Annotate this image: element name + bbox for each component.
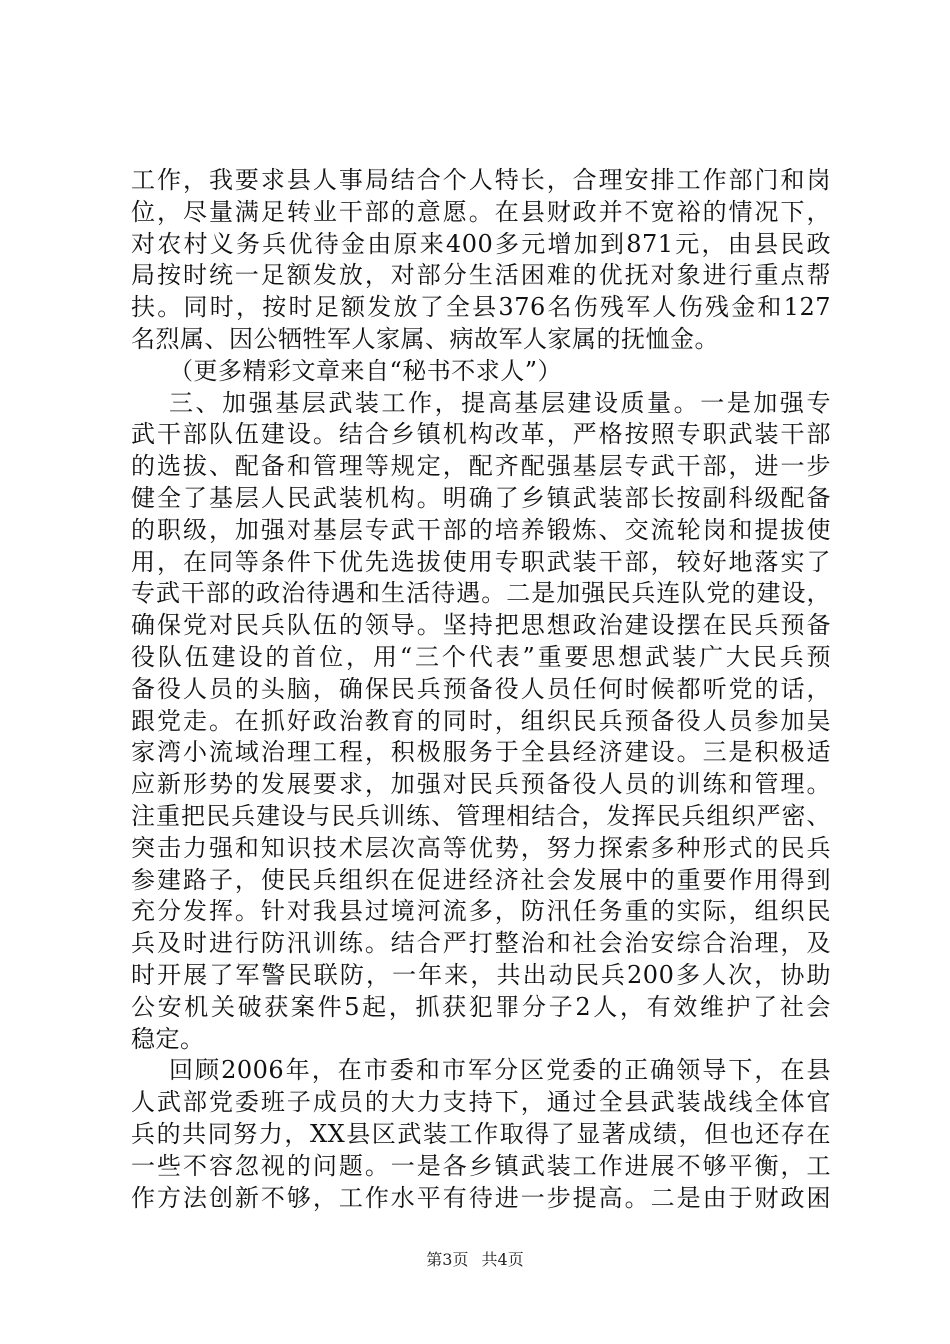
text-line: （更多精彩文章来自“秘书不求人”） [169,356,563,385]
text-line: 的职级，加强对基层专武干部的培养锻炼、交流轮岗和提拔使 [131,515,831,544]
text-line: 一些不容忽视的问题。一是各乡镇武装工作进展不够平衡，工 [131,1151,831,1180]
text-line: 位，尽量满足转业干部的意愿。在县财政并不宽裕的情况下， [131,197,831,226]
text-line: 备役人员的头脑，确保民兵预备役人员任何时候都听党的话， [131,674,831,703]
text-line: 公安机关破获案件5起，抓获犯罪分子2人，有效维护了社会 [131,992,831,1021]
text-line: 确保党对民兵队伍的领导。坚持把思想政治建设摆在民兵预备 [131,611,831,640]
text-line: 作方法创新不够，工作水平有待进一步提高。二是由于财政困 [131,1183,831,1212]
text-line: 兵及时进行防汛训练。结合严打整治和社会治安综合治理，及 [131,929,831,958]
text-line: 工作，我要求县人事局结合个人特长，合理安排工作部门和岗 [131,166,831,194]
text-line: 稳定。 [131,1024,205,1053]
text-line: 注重把民兵建设与民兵训练、管理相结合，发挥民兵组织严密、 [131,801,831,830]
text-line: 用，在同等条件下优先选拔使用专职武装干部，较好地落实了 [131,547,831,576]
page-footer [0,1247,950,1270]
text-line: 武干部队伍建设。结合乡镇机构改革，严格按照专职武装干部 [131,420,831,449]
text-line: 参建路子，使民兵组织在促进经济社会发展中的重要作用得到 [131,865,831,894]
text-line: 役队伍建设的首位，用“三个代表”重要思想武装广大民兵预 [131,642,831,671]
text-line: 专武干部的政治待遇和生活待遇。二是加强民兵连队党的建设， [131,579,831,608]
document-body [131,165,831,1214]
text-line: 充分发挥。针对我县过境河流多，防汛任务重的实际，组织民 [131,897,831,926]
text-line: 局按时统一足额发放，对部分生活困难的优抚对象进行重点帮 [131,261,831,290]
text-line: 跟党走。在抓好政治教育的同时，组织民兵预备役人员参加吴 [131,706,831,735]
text-line: 三、加强基层武装工作，提高基层建设质量。一是加强专 [169,388,831,417]
page-total: 共4页 [481,1250,524,1269]
text-line: 应新形势的发展要求，加强对民兵预备役人员的训练和管理。 [131,770,831,799]
page-number: 第3页 [426,1250,469,1269]
text-line: 扶。同时，按时足额发放了全县376名伤残军人伤残金和127 [131,293,831,322]
text-line: 时开展了军警民联防，一年来，共出动民兵200多人次，协助 [131,960,831,989]
text-line: 回顾2006年，在市委和市军分区党委的正确领导下，在县 [169,1056,831,1085]
text-line: 对农村义务兵优待金由原来400多元增加到871元，由县民政 [131,229,831,258]
text-line: 名烈属、因公牺牲军人家属、病故军人家属的抚恤金。 [131,324,719,353]
text-line: 突击力强和知识技术层次高等优势，努力探索多种形式的民兵 [131,833,831,862]
text-line: 人武部党委班子成员的大力支持下，通过全县武装战线全体官 [131,1088,831,1117]
text-line: 健全了基层人民武装机构。明确了乡镇武装部长按副科级配备 [131,483,831,512]
text-line: 兵的共同努力，XX县区武装工作取得了显著成绩，但也还存在 [131,1119,831,1148]
text-line: 家湾小流域治理工程，积极服务于全县经济建设。三是积极适 [131,738,831,767]
text-line: 的选拔、配备和管理等规定，配齐配强基层专武干部，进一步 [131,452,831,481]
